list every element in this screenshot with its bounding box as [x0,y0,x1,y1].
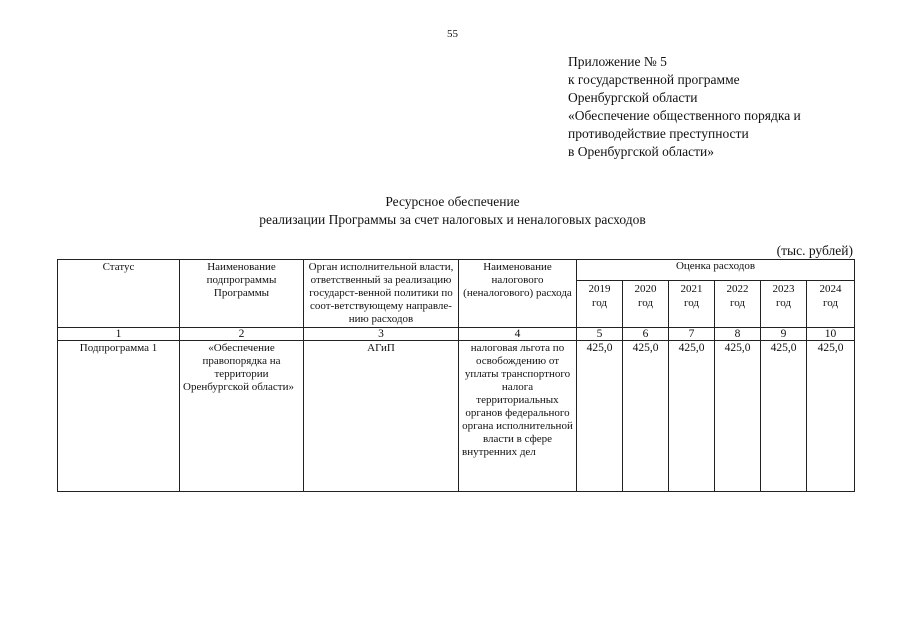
header-year: 2020 год [623,281,669,328]
row-status: Подпрограмма 1 [58,341,180,492]
row-value-2024: 425,0 [807,341,855,492]
document-subtitle: реализации Программы за счет налоговых и неналоговых расходов [259,212,646,227]
row-value-2019: 425,0 [577,341,623,492]
row-value-2021: 425,0 [669,341,715,492]
column-number: 9 [761,328,807,341]
column-numbers-row [58,328,855,341]
column-number: 2 [180,328,304,341]
header-year: 2022 год [715,281,761,328]
appendix-line: к государственной программе [568,72,740,87]
appendix-line: Оренбургской области [568,90,698,105]
units-label: (тыс. рублей) [776,243,853,258]
column-number: 1 [58,328,180,341]
header-year: 2023 год [761,281,807,328]
row-value-2020: 425,0 [623,341,669,492]
header-authority: Орган исполнительной власти, ответственный за реализацию государст-венной политики по соот-ветствующему направле-нию расходов [304,260,459,328]
row-expense-name: налоговая льгота по освобождению от уплаты транспортного налога территориальных органов федерального органа исполнительной власти в сфере внутренних дел [459,341,577,492]
column-number: 7 [669,328,715,341]
header-subprogram: Наименование подпрограммы Программы [180,260,304,328]
header-status: Статус [58,260,180,328]
appendix-line: «Обеспечение общественного порядка и [568,108,801,123]
appendix-line: Приложение № 5 [568,54,667,69]
document-title: Ресурсное обеспечение [385,194,520,209]
column-number: 8 [715,328,761,341]
header-year: 2019 год [577,281,623,328]
header-year: 2024 год [807,281,855,328]
column-number: 5 [577,328,623,341]
header-expense-name: Наименование налогового (неналогового) расхода [459,260,577,328]
column-number: 4 [459,328,577,341]
column-number: 10 [807,328,855,341]
resource-table [57,259,855,492]
row-subprogram: «Обеспечение правопорядка на территории Оренбургской области» [180,341,304,492]
column-number: 6 [623,328,669,341]
row-authority: АГиП [304,341,459,492]
table-header-row [58,260,855,281]
column-number: 3 [304,328,459,341]
page-number: 55 [447,28,458,40]
appendix-line: в Оренбургской области» [568,144,714,159]
appendix-line: противодействие преступности [568,126,749,141]
header-year: 2021 год [669,281,715,328]
header-estimate: Оценка расходов [577,260,855,281]
table-row [58,341,855,492]
row-value-2023: 425,0 [761,341,807,492]
appendix-block [568,53,801,161]
row-value-2022: 425,0 [715,341,761,492]
